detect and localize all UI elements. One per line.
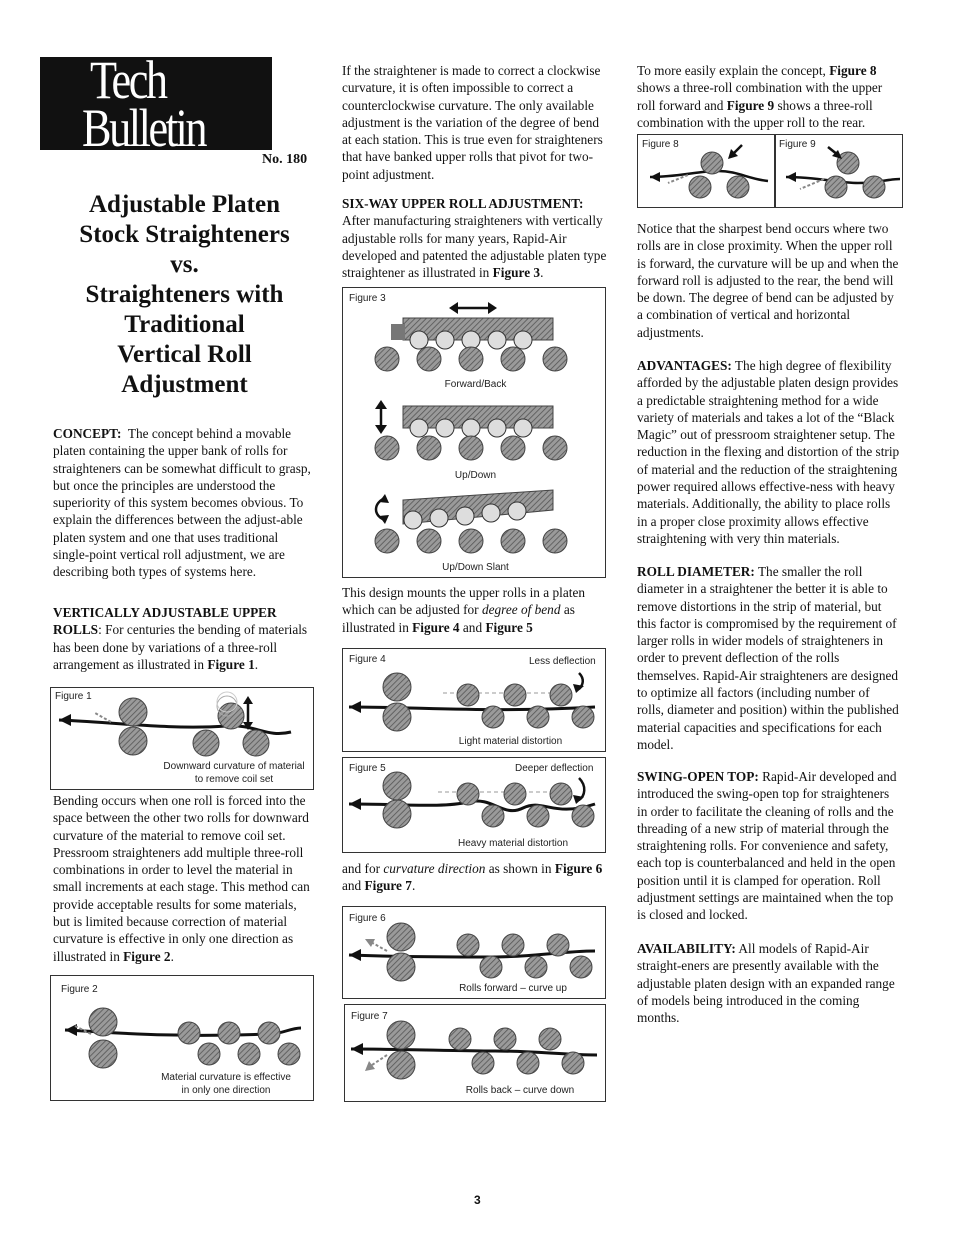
issue-number: No. 180 <box>262 152 308 167</box>
curvature-paragraph: and for curvature direction as shown in Figure 6 and Figure 7. <box>342 861 603 894</box>
vertical-rolls-paragraph: VERTICALLY ADJUSTABLE UPPER ROLLS: For centuries the bending of materials has been done by variations of a three-roll arrangement as illustrated in Figure 1. <box>53 605 308 672</box>
and-text: and <box>342 878 362 894</box>
figure1-ref: Figure 1 <box>207 656 255 672</box>
vertical-rolls-heading: VERTICALLY ADJUSTABLE UPPER ROLLS <box>53 605 277 638</box>
figure6-ref: Figure 6 <box>554 861 603 876</box>
title-line: Vertical Roll <box>117 341 252 368</box>
figure-7-caption: Rolls back – curve down <box>465 1085 575 1096</box>
figure2-ref: Figure 2 <box>123 948 171 964</box>
figure-3-diagram <box>343 288 605 577</box>
advantages-paragraph <box>637 357 902 547</box>
figure-5 <box>342 757 606 853</box>
concept-explain-paragraph <box>637 62 899 131</box>
figure-1 <box>50 687 314 790</box>
concept-explain-c: shows a three-roll combination with the upper roll to the rear. <box>637 97 873 130</box>
figures-8-9 <box>637 134 903 208</box>
concept-body: The concept behind a movable platen containing the upper bank of rolls for straighteners can be somewhat difficult to grasp, but once the principles are understood the superiority of this system becomes obvious. To explain the differences between the adjust-able platen system and one that uses traditional single-point vertical roll adjustment, we are describing both types of systems here. <box>53 426 311 580</box>
figure-7-label: Figure 7 <box>351 1011 388 1022</box>
title-line: Adjustment <box>121 371 248 398</box>
concept-paragraph <box>53 425 315 581</box>
curvature-direction-text: curvature direction <box>383 861 486 876</box>
page-title <box>52 190 317 400</box>
curvature-body: and for <box>342 861 381 876</box>
concept-explain-b: shows a three-roll combination with the upper roll forward and <box>637 80 883 113</box>
figure5-ref: Figure 5 <box>485 619 533 635</box>
figure-2 <box>50 975 314 1101</box>
figure-4 <box>342 648 606 752</box>
figure-5-caption: Heavy material distortion <box>457 838 569 849</box>
swing-open-paragraph <box>637 768 902 924</box>
notice-paragraph: Notice that the sharpest bend occurs where two rolls are in close proximity. When the upper roll is forward, the curvature will be up and when the forward roll is adjusted to the rear, the bend will be down. The degree of bend can be adjusted by a combination of vertical and horizontal adjustments. <box>637 221 899 340</box>
bending-body: Bending occurs when one roll is forced into the space between the other two rolls for downward curvature of the material to remove coil set. Pressroom straighteners add multiple three-roll combinations in order to level the material in small increments at each stage. This method can provide acceptable results for some materials, but is limited because correction of material curvature is effective in only one direction as illustrated in <box>53 793 310 964</box>
figures-8-9-diagram <box>638 135 902 207</box>
clockwise-paragraph: If the straightener is made to correct a clockwise curvature, it is often impossible to correct a counterclockwise curvature. The only available adjustment is the variation of the degree of bend at each station. This is true even for straighteners that have banked upper rolls that pivot for two-point adjustment. <box>342 63 603 182</box>
figure9-ref: Figure 9 <box>726 97 775 113</box>
six-way-heading: SIX-WAY UPPER ROLL ADJUSTMENT: <box>342 196 584 211</box>
swing-open-body: Rapid-Air developed and introduced the swing-open top for straighteners in order to facilitate the cleaning of rolls and the threading of a new strip of material through the straightening rolls. For convenience and safety, each top is counterbalanced and held in the open position until it is clamped for operation. Roll adjustment settings are maintained when the top is closed and locked. <box>637 769 897 923</box>
six-way-body: After manufacturing straighteners with vertically adjustable rolls for many years, Rapid-Air developed and patented the adjustable platen type straightener as illustrated in <box>342 213 607 281</box>
title-line: Straighteners with <box>85 281 284 308</box>
figure-8-label: Figure 8 <box>642 139 679 150</box>
availability-paragraph <box>637 940 901 1026</box>
advantages-body: The high degree of flexibility afforded by the adjustable platen design provides a predictable straightening method for a wide variety of materials and takes a lot of the “Black Magic” out of pressroom straightener setup. The reduction in the flexing and distortion of the strip of material and the reduction of the straightening power required allows effective-ness with heavy materials. Additionally, the ability to place rolls in a proper close proximity allows effective straightening with very thin materials. <box>637 358 900 546</box>
platen-body: This design mounts the upper rolls in a platen which can be adjusted for <box>342 585 585 618</box>
figure-5-top-label: Deeper deflection <box>515 763 594 774</box>
swing-open-heading: SWING-OPEN TOP: <box>637 769 759 784</box>
logo-line2: Bulletin <box>82 98 205 158</box>
bending-paragraph: Bending occurs when one roll is forced into the space between the other two rolls for downward curvature of the material to remove coil set. Pressroom straighteners add multiple three-roll combinations in order to level the material in small increments at each stage. This method can provide acceptable results for some materials, but is limited because correction of material curvature is effective in only one direction as illustrated in Figure 2. <box>53 793 310 964</box>
figure-2-caption: in only one direction <box>181 1085 271 1096</box>
title-line: Traditional <box>124 311 245 338</box>
title-line: Stock Straighteners <box>79 221 290 248</box>
six-way-paragraph: SIX-WAY UPPER ROLL ADJUSTMENT: After manufacturing straighteners with vertically adjustable rolls for many years, Rapid-Air developed and patented the adjustable platen type straightener as illustrated in Figure 3. <box>342 196 607 281</box>
figure-4-label: Figure 4 <box>349 654 386 665</box>
tech-bulletin-logo <box>40 50 272 158</box>
degree-of-bend-text: degree of bend <box>481 602 561 618</box>
availability-body: All models of Rapid-Air straight-eners are presently available with the adjustable platen design with an expanded range of models being introduced in the coming months. <box>637 941 895 1026</box>
figure-3-caption: Forward/Back <box>444 379 507 390</box>
roll-diameter-body: The smaller the roll diameter in a straightener the better it is able to remove distortions in the strip of material, but this factor is compromised by the requirement of larger rolls in wider models of straighteners in order to prevent deflection of the rolls themselves. Rapid-Air straighteners are designed to optimize all factors (including number of rolls, diameter and position) within the published material capacities and specifications for each model. <box>637 564 899 752</box>
figure3-ref: Figure 3 <box>492 265 541 281</box>
platen-paragraph <box>342 584 607 636</box>
curvature-body-2: as shown in <box>488 861 552 876</box>
figure-3-label: Figure 3 <box>349 293 386 304</box>
logo-line1: Tech <box>90 50 166 110</box>
figure-4-top-label: Less deflection <box>529 656 596 667</box>
figure-1-caption: to remove coil set <box>194 774 274 785</box>
figure-6-caption: Rolls forward – curve up <box>459 983 567 994</box>
figure-2-caption: Material curvature is effective <box>161 1072 291 1083</box>
figure-3-caption: Up/Down <box>454 470 497 481</box>
figure8-ref: Figure 8 <box>829 63 877 78</box>
figure-2-label: Figure 2 <box>61 984 98 995</box>
roll-diameter-paragraph <box>637 563 899 753</box>
figure-7 <box>344 1004 606 1102</box>
availability-heading: AVAILABILITY: <box>637 941 736 956</box>
platen-body-2: as illustrated in <box>342 602 575 635</box>
page-number: 3 <box>474 1193 481 1207</box>
figure-1-label: Figure 1 <box>55 691 92 702</box>
title-line: vs. <box>170 251 199 278</box>
figure4-ref: Figure 4 <box>412 619 460 635</box>
figure-4-caption: Light material distortion <box>458 736 563 747</box>
figure-5-label: Figure 5 <box>349 763 386 774</box>
concept-explain-a: To more easily explain the concept, <box>637 63 826 78</box>
concept-heading: CONCEPT: <box>53 426 122 441</box>
figure-1-caption: Downward curvature of material <box>163 761 305 772</box>
title-line: Adjustable Platen <box>89 191 280 218</box>
and-text: and <box>462 619 483 635</box>
figure-6 <box>342 906 606 999</box>
figure-3-caption: Up/Down Slant <box>442 562 509 573</box>
roll-diameter-heading: ROLL DIAMETER: <box>637 564 755 579</box>
figure-6-label: Figure 6 <box>349 913 386 924</box>
vertical-rolls-body: For centuries the bending of materials has been done by variations of a three-roll arrangement as illustrated in <box>53 622 308 672</box>
advantages-heading: ADVANTAGES: <box>637 358 732 373</box>
figure7-ref: Figure 7 <box>364 878 412 894</box>
figure-9-label: Figure 9 <box>779 139 816 150</box>
figure-3 <box>342 287 606 578</box>
